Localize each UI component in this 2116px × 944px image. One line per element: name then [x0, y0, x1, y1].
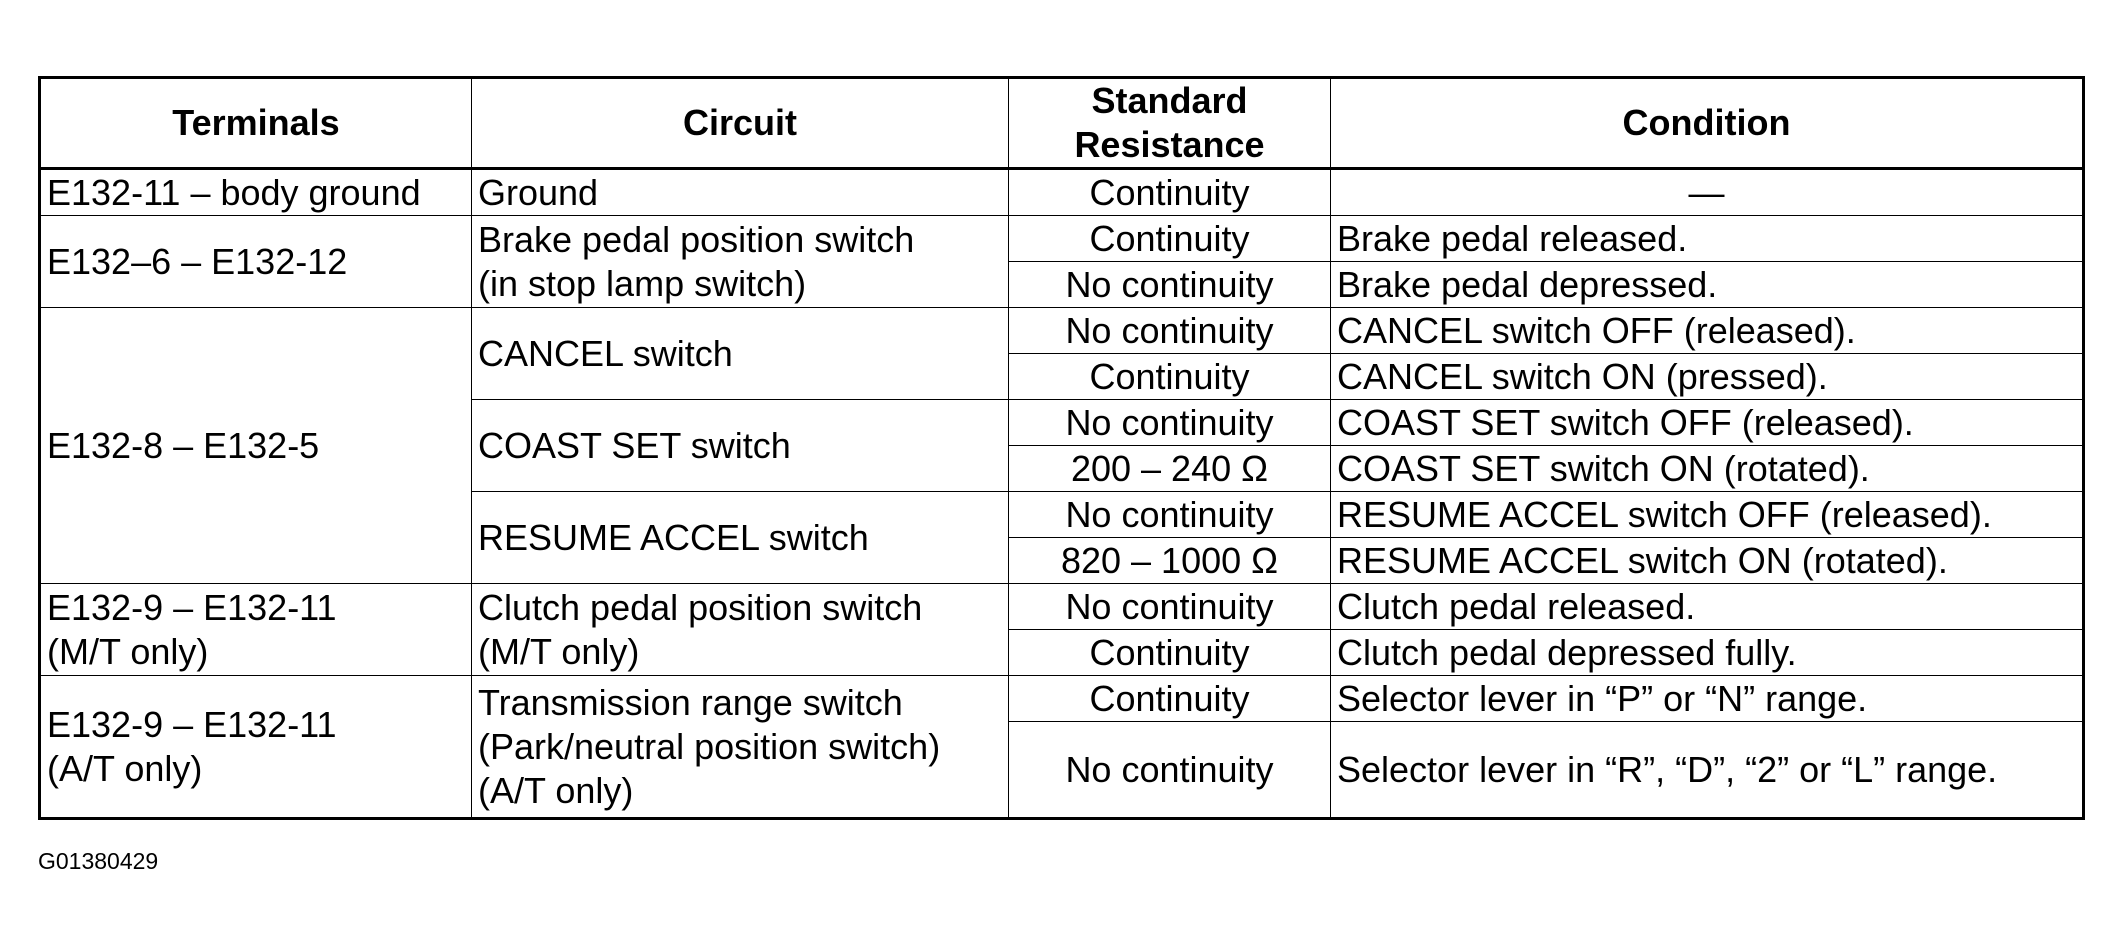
resistance-spec-table — [38, 76, 2085, 820]
header-condition: Condition — [1331, 78, 2084, 169]
terminals-line: E132-9 – E132-11 — [47, 703, 337, 745]
circuit-line: Clutch pedal position switch — [478, 586, 923, 628]
cell-resistance: No continuity — [1009, 584, 1331, 630]
cell-circuit: COAST SET switch — [472, 400, 1009, 492]
table-row — [40, 676, 2084, 722]
cell-circuit: Ground — [472, 169, 1009, 216]
circuit-line: Brake pedal position switch — [478, 218, 915, 260]
cell-condition: COAST SET switch OFF (released). — [1331, 400, 2084, 446]
terminals-line: (M/T only) — [47, 630, 209, 672]
cell-resistance: No continuity — [1009, 308, 1331, 354]
cell-terminals: E132-8 – E132-5 — [40, 308, 472, 584]
header-circuit: Circuit — [472, 78, 1009, 169]
cell-circuit: RESUME ACCEL switch — [472, 492, 1009, 584]
terminals-line: E132-9 – E132-11 — [47, 586, 337, 628]
cell-condition: Brake pedal released. — [1331, 216, 2084, 262]
table-row — [40, 584, 2084, 630]
cell-condition: Brake pedal depressed. — [1331, 262, 2084, 308]
circuit-line: (A/T only) — [478, 769, 634, 811]
cell-condition: Selector lever in “R”, “D”, “2” or “L” range. — [1331, 722, 2084, 819]
header-resistance-line2: Resistance — [1074, 124, 1265, 165]
cell-resistance: Continuity — [1009, 216, 1331, 262]
cell-condition: — — [1331, 169, 2084, 216]
header-resistance-line1: Standard — [1091, 80, 1248, 121]
cell-resistance: No continuity — [1009, 492, 1331, 538]
cell-resistance: 200 – 240 Ω — [1009, 446, 1331, 492]
cell-condition: CANCEL switch OFF (released). — [1331, 308, 2084, 354]
cell-resistance: Continuity — [1009, 676, 1331, 722]
cell-resistance: No continuity — [1009, 722, 1331, 819]
cell-circuit — [472, 584, 1009, 676]
cell-terminals: E132-11 – body ground — [40, 169, 472, 216]
table-row — [40, 169, 2084, 216]
circuit-line: Transmission range switch — [478, 681, 903, 723]
cell-resistance: Continuity — [1009, 630, 1331, 676]
table-row — [40, 216, 2084, 262]
cell-condition: CANCEL switch ON (pressed). — [1331, 354, 2084, 400]
terminals-line: (A/T only) — [47, 747, 203, 789]
cell-circuit — [472, 676, 1009, 819]
cell-terminals — [40, 584, 472, 676]
circuit-line: (Park/neutral position switch) — [478, 725, 941, 767]
table-row — [40, 308, 2084, 354]
circuit-line: (M/T only) — [478, 630, 640, 672]
cell-terminals: E132–6 – E132-12 — [40, 216, 472, 308]
cell-resistance: No continuity — [1009, 262, 1331, 308]
cell-condition: RESUME ACCEL switch ON (rotated). — [1331, 538, 2084, 584]
cell-terminals — [40, 676, 472, 819]
header-row — [40, 78, 2084, 169]
cell-circuit — [472, 216, 1009, 308]
cell-condition: RESUME ACCEL switch OFF (released). — [1331, 492, 2084, 538]
cell-circuit: CANCEL switch — [472, 308, 1009, 400]
cell-resistance: No continuity — [1009, 400, 1331, 446]
circuit-line: (in stop lamp switch) — [478, 262, 807, 304]
cell-resistance: 820 – 1000 Ω — [1009, 538, 1331, 584]
cell-condition: Selector lever in “P” or “N” range. — [1331, 676, 2084, 722]
cell-condition: Clutch pedal released. — [1331, 584, 2084, 630]
cell-condition: Clutch pedal depressed fully. — [1331, 630, 2084, 676]
cell-resistance: Continuity — [1009, 354, 1331, 400]
cell-condition: COAST SET switch ON (rotated). — [1331, 446, 2084, 492]
figure-id-label: G01380429 — [38, 848, 159, 874]
header-standard-resistance — [1009, 78, 1331, 169]
header-terminals: Terminals — [40, 78, 472, 169]
cell-resistance: Continuity — [1009, 169, 1331, 216]
